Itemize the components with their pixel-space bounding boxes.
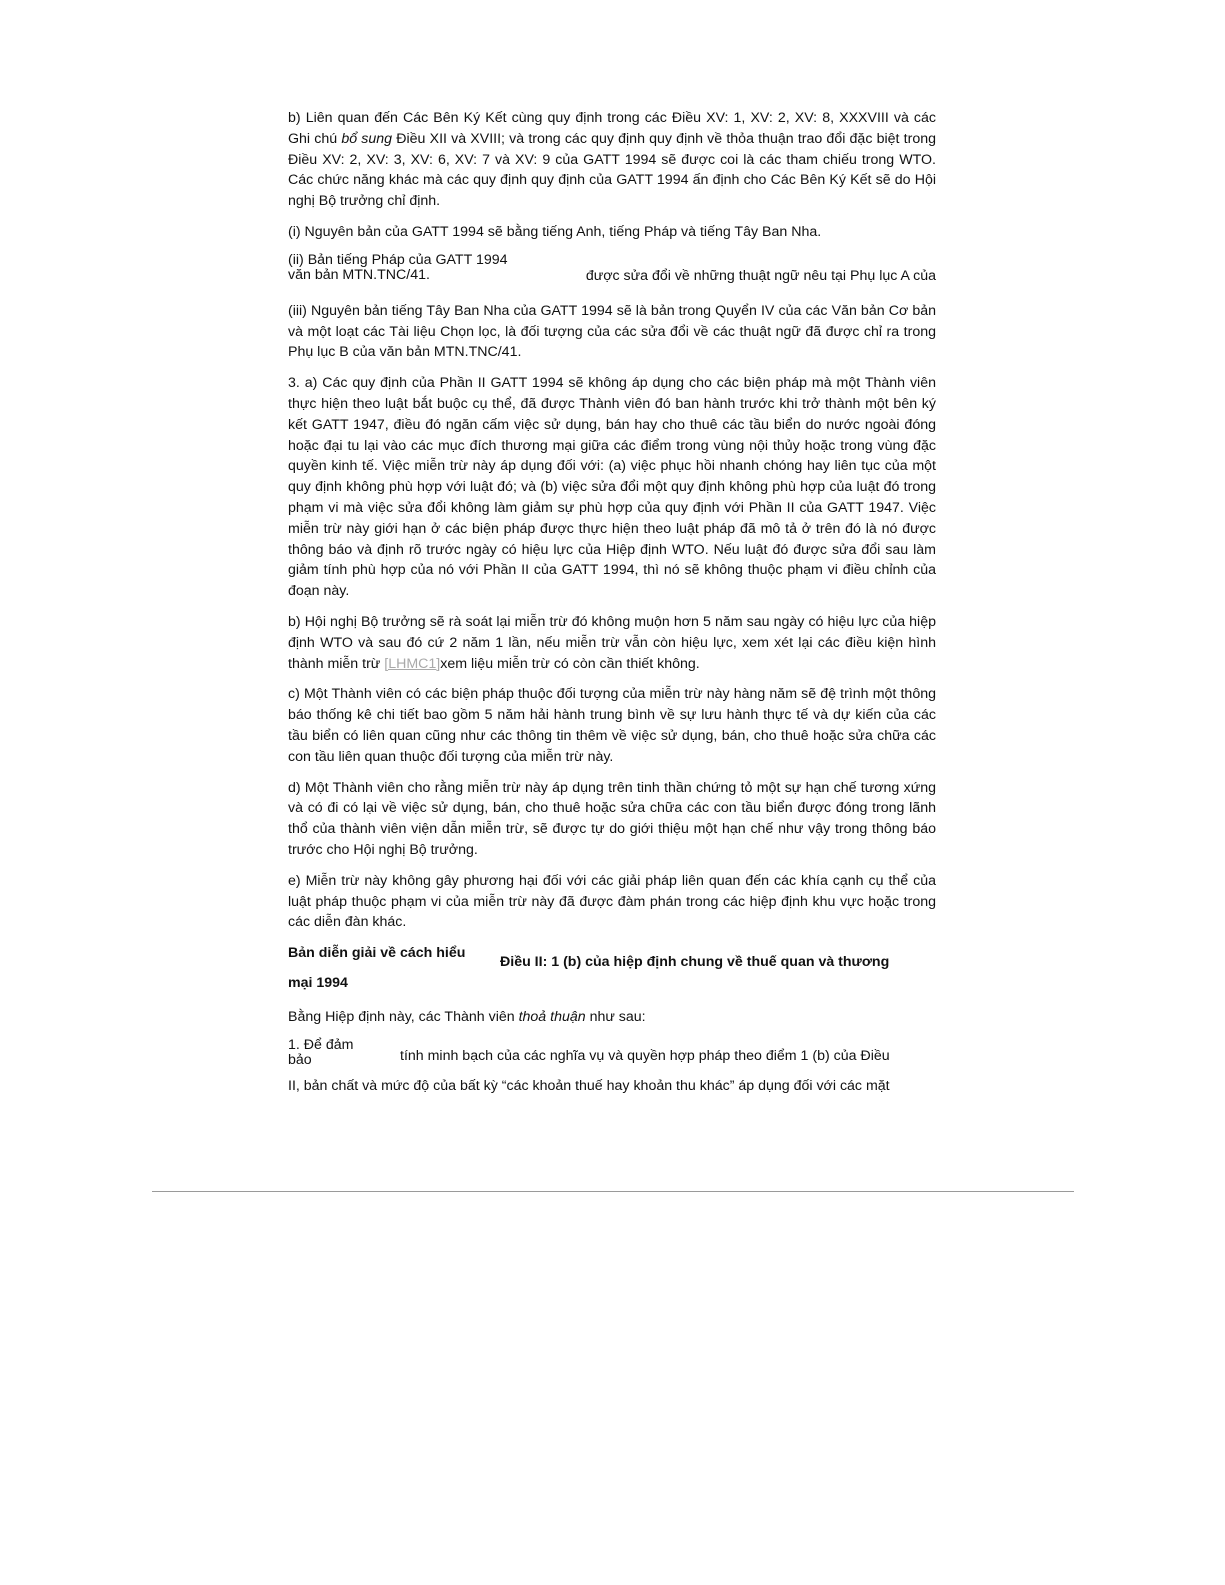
section-heading-part1: Bản diễn giải về cách hiểu	[288, 945, 466, 962]
paragraph-ii	[288, 253, 936, 291]
paragraph-ii-left	[288, 253, 508, 283]
text-column	[288, 108, 936, 1107]
section-heading	[288, 943, 936, 999]
agreement-italic: thoả thuận	[518, 1009, 586, 1026]
paragraph-ii-left-line1: (ii) Bản tiếng Pháp của GATT 1994	[288, 251, 508, 268]
paragraph-3d: d) Một Thành viên cho rằng miễn trừ này áp dụng trên tinh thần chứng tỏ một sự hạn chế tương xứng và có đi có lại về việc sử dụng, bán, cho thuê hoặc sửa chữa các con tầu biển được đóng trong lãnh thổ của thành viên viện dẫn miễn trừ, sẽ được tự do giới thiệu một hạn chế như vậy trong thông báo trước cho Hội nghị Bộ trưởng.	[288, 779, 936, 858]
paragraph-b-text: b) Liên quan đến Các Bên Ký Kết cùng quy định trong các Điều XV: 1, XV: 2, XV: 8, XXXVIII và các Ghi chú	[288, 110, 936, 147]
paragraph-iii: (iii) Nguyên bản tiếng Tây Ban Nha của GATT 1994 sẽ là bản trong Quyển IV của các Văn bản Cơ bản và một loạt các Tài liệu Chọn lọc, là đối tượng của các sửa đổi về các thuật ngữ đã được chỉ ra trong Phụ lục B của văn bản MTN.TNC/41.	[288, 302, 936, 361]
agreement-line	[288, 1007, 936, 1028]
agreement-text: Bằng Hiệp định này, các Thành viên	[288, 1009, 515, 1026]
item-1-right: tính minh bạch của các nghĩa vụ và quyền hợp pháp theo điểm 1 (b) của Điều	[400, 1047, 890, 1064]
paragraph-3b-text: b) Hội nghị Bộ trưởng sẽ rà soát lại miễn trừ đó không muộn hơn 5 năm sau ngày có hiệu lực của hiệp định WTO và sau đó cứ 2 năm 1 lần, nếu miễn trừ vẫn còn hiệu lực, xem xét lại các điều kiện hình thành miễn trừ	[288, 613, 936, 672]
page-divider	[152, 1191, 1074, 1192]
paragraph-i: (i) Nguyên bản của GATT 1994 sẽ bằng tiếng Anh, tiếng Pháp và tiếng Tây Ban Nha.	[288, 223, 822, 240]
section-heading-part2: Điều II: 1 (b) của hiệp định chung về thuế quan và thương	[500, 954, 890, 971]
paragraph-3e: e) Miễn trừ này không gây phương hại đối với các giải pháp liên quan đến các khía cạnh cụ thể của luật pháp thuộc phạm vi của miễn trừ này đã được đàm phán trong các hiệp định khu vực hoặc trong các diễn đàn khác.	[288, 872, 936, 931]
paragraph-b-italic: bổ sung	[341, 130, 393, 147]
paragraph-3a: 3. a) Các quy định của Phần II GATT 1994 sẽ không áp dụng cho các biện pháp mà một Thành viên thực hiện theo luật bắt buộc cụ thể, đã được Thành viên đó ban hành trước khi trở thành một bên ký kết GATT 1947, điều đó ngăn cấm việc sử dụng, bán hay cho thuê các tầu biển do nước ngoài đóng hoặc đại tu lại vào các mục đích thương mại giữa các điểm trong vùng nội thủy hoặc trong vùng đặc quyền kinh tế. Việc miễn trừ này áp dụng đối với: (a) việc phục hồi nhanh chóng hay liên tục của một quy định không phù hợp với luật đó; và (b) việc sửa đổi một quy định không phù hợp của luật đó trong phạm vi mà việc sửa đổi không làm giảm sự phù hợp của quy định với Phần II của GATT 1947. Việc miễn trừ này giới hạn ở các biện pháp được thực hiện theo luật pháp đã mô tả ở trên đó là nó được thông báo và định rõ trước ngày có hiệu lực của Hiệp định WTO. Nếu luật đó được sửa đổi sau làm giảm tính phù hợp của nó với Phần II của GATT 1994, thì nó sẽ không thuộc phạm vi điều chỉnh của đoạn này.	[288, 375, 936, 600]
comment-annotation-link[interactable]: [LHMC1]	[384, 655, 441, 672]
section-heading-part3: mại 1994	[288, 975, 348, 992]
item-1-left	[288, 1038, 353, 1068]
item-1-continuation: II, bản chất và mức độ của bất kỳ “các khoản thuế hay khoản thu khác” áp dụng đối với các mặt	[288, 1077, 890, 1094]
paragraph-b	[288, 108, 936, 212]
paragraph-ii-right: được sửa đổi về những thuật ngữ nêu tại Phụ lục A của	[585, 267, 936, 284]
paragraph-3c: c) Một Thành viên có các biện pháp thuộc đối tượng của miễn trừ này hàng năm sẽ đệ trình một thông báo thống kê chi tiết bao gồm 5 năm hải hành trung bình về sự lưu hành thực tế và dự kiến của các tầu biển có liên quan cũng như các thông tin thêm về việc sử dụng, bán, cho thuê hoặc sửa chữa các con tầu liên quan thuộc đối tượng của miễn trừ này.	[288, 686, 936, 765]
paragraph-3b	[288, 612, 936, 674]
paragraph-3b-text-cont: xem liệu miễn trừ có còn cần thiết không.	[440, 655, 700, 672]
item-1	[288, 1038, 936, 1074]
paragraph-b-text-cont: Điều XII và XVIII; và trong các quy định quy định về thỏa thuận trao đổi đặc biệt trong Điều XV: 2, XV: 3, XV: 6, XV: 7 và XV: 9 của GATT 1994 sẽ được coi là các tham chiếu trong WTO. Các chức năng khác mà các quy định quy định của GATT 1994 ấn định cho Các Bên Ký Kết sẽ do Hội nghị Bộ trưởng chỉ định.	[288, 130, 936, 210]
item-1-left-line1: 1. Để đảm	[288, 1036, 354, 1053]
agreement-text-cont: như sau:	[585, 1009, 646, 1026]
item-1-left-line2: bảo	[288, 1051, 312, 1068]
paragraph-ii-left-line2: văn bản MTN.TNC/41.	[288, 266, 430, 283]
